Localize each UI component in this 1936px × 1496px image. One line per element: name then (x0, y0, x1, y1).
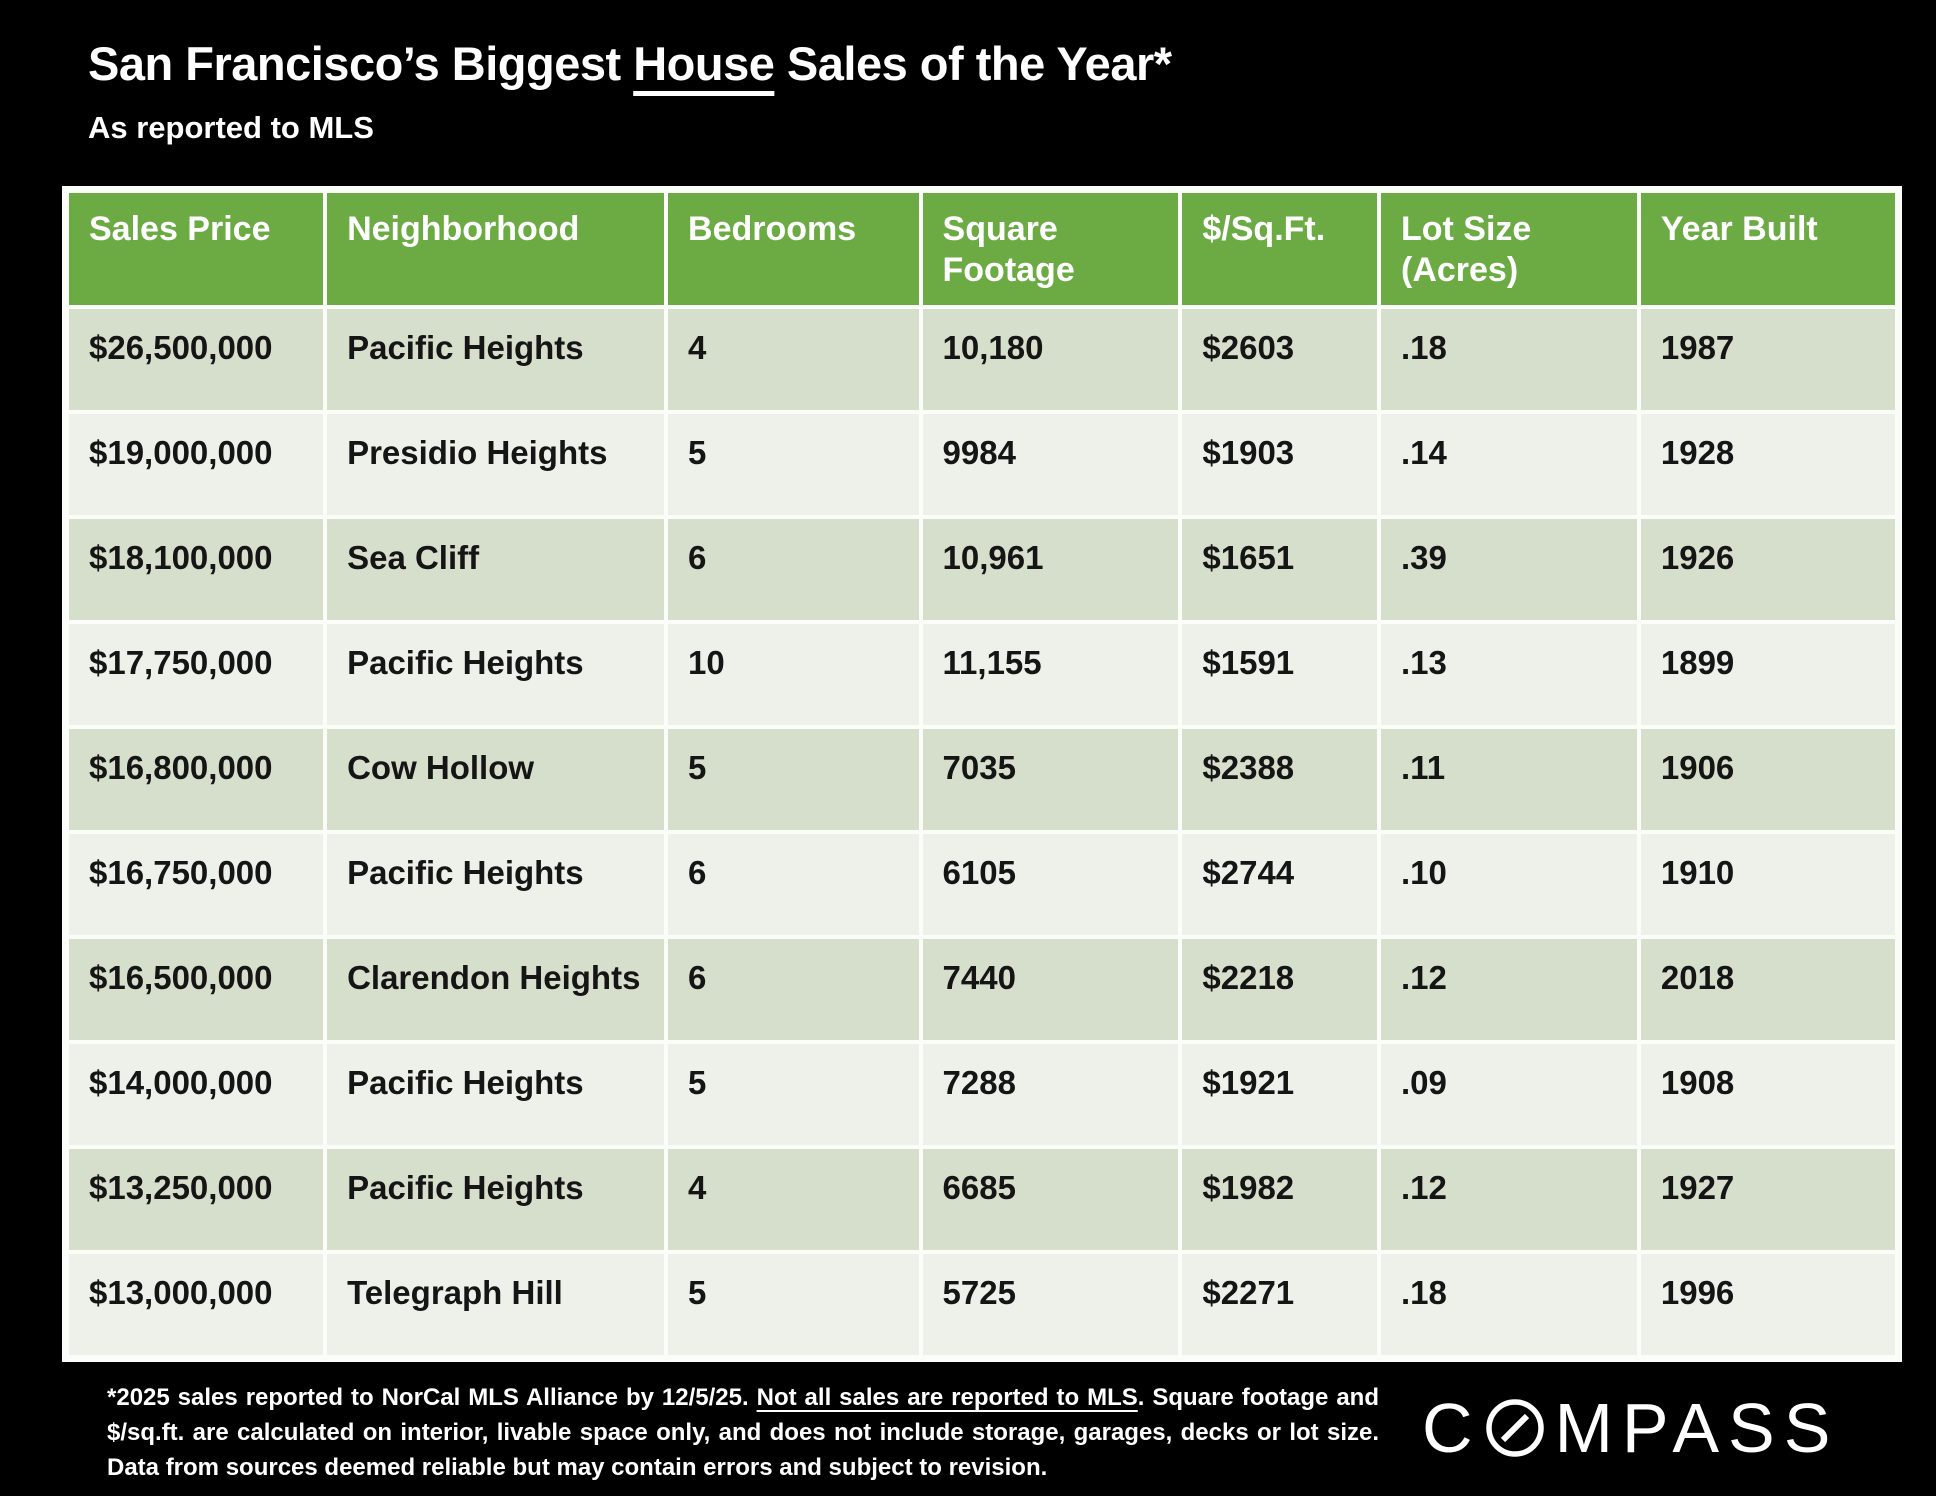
table-cell: $19,000,000 (69, 414, 323, 515)
table-cell: 1996 (1641, 1254, 1895, 1355)
table-cell: Cow Hollow (327, 729, 664, 830)
title-part1: San Francisco’s Biggest (88, 37, 634, 90)
table-cell: .13 (1381, 624, 1637, 725)
table-cell: Pacific Heights (327, 624, 664, 725)
table-cell: $26,500,000 (69, 309, 323, 410)
table-cell: 1906 (1641, 729, 1895, 830)
compass-logo (1422, 1389, 1840, 1467)
table-cell: $1591 (1182, 624, 1377, 725)
table-row (69, 309, 1895, 410)
table-cell: 10,180 (923, 309, 1179, 410)
table-header-row (69, 193, 1895, 305)
table-cell: .39 (1381, 519, 1637, 620)
table-cell: 7440 (923, 939, 1179, 1040)
table-cell: 1910 (1641, 834, 1895, 935)
compass-logo-c: C (1422, 1389, 1482, 1467)
table-row (69, 414, 1895, 515)
table-row (69, 1044, 1895, 1145)
table-cell: .18 (1381, 309, 1637, 410)
table-cell: $2603 (1182, 309, 1377, 410)
footnote-part1: *2025 sales reported to NorCal MLS Alliance by 12/5/25. (107, 1384, 757, 1411)
table-cell: $16,800,000 (69, 729, 323, 830)
column-header: Neighborhood (327, 193, 664, 305)
table-cell: Pacific Heights (327, 309, 664, 410)
column-header: Sales Price (69, 193, 323, 305)
table-cell: 1899 (1641, 624, 1895, 725)
table-row (69, 729, 1895, 830)
table-cell: $1921 (1182, 1044, 1377, 1145)
table-cell: $1982 (1182, 1149, 1377, 1250)
table-cell: Pacific Heights (327, 1044, 664, 1145)
table-row (69, 1149, 1895, 1250)
table-cell: 7035 (923, 729, 1179, 830)
table-cell: Sea Cliff (327, 519, 664, 620)
table-cell: 5725 (923, 1254, 1179, 1355)
table-row (69, 1254, 1895, 1355)
table-cell: $2218 (1182, 939, 1377, 1040)
table-cell: .12 (1381, 1149, 1637, 1250)
table-cell: Pacific Heights (327, 1149, 664, 1250)
table-cell: .10 (1381, 834, 1637, 935)
table-cell: 6685 (923, 1149, 1179, 1250)
table-cell: 10 (668, 624, 918, 725)
table-cell: 9984 (923, 414, 1179, 515)
table-row (69, 624, 1895, 725)
table-cell: .11 (1381, 729, 1637, 830)
table-cell: $2271 (1182, 1254, 1377, 1355)
footnote (107, 1380, 1379, 1485)
table-cell: $14,000,000 (69, 1044, 323, 1145)
table-cell: 5 (668, 729, 918, 830)
table-cell: 5 (668, 414, 918, 515)
table-cell: 7288 (923, 1044, 1179, 1145)
table-cell: $1651 (1182, 519, 1377, 620)
table-cell: 10,961 (923, 519, 1179, 620)
column-header: $/Sq.Ft. (1182, 193, 1377, 305)
compass-o-needle-icon (1484, 1397, 1546, 1459)
table-cell: $18,100,000 (69, 519, 323, 620)
column-header: Year Built (1641, 193, 1895, 305)
table-body (69, 309, 1895, 1355)
title-underlined-word: House (633, 37, 775, 90)
table-cell: 4 (668, 309, 918, 410)
table-cell: 6105 (923, 834, 1179, 935)
table-cell: 6 (668, 939, 918, 1040)
table-cell: 2018 (1641, 939, 1895, 1040)
title-part2: Sales of the Year* (774, 37, 1172, 90)
table-cell: 1927 (1641, 1149, 1895, 1250)
column-header: Lot Size (Acres) (1381, 193, 1637, 305)
table-cell: Pacific Heights (327, 834, 664, 935)
page-subtitle: As reported to MLS (88, 110, 374, 145)
sales-table (62, 186, 1902, 1362)
table-cell: 4 (668, 1149, 918, 1250)
table-cell: $16,500,000 (69, 939, 323, 1040)
table-cell: 6 (668, 519, 918, 620)
table-cell: .18 (1381, 1254, 1637, 1355)
table-cell: $1903 (1182, 414, 1377, 515)
table-cell: $17,750,000 (69, 624, 323, 725)
table-cell: $13,000,000 (69, 1254, 323, 1355)
table-row (69, 519, 1895, 620)
table-cell: $2744 (1182, 834, 1377, 935)
table-cell: .14 (1381, 414, 1637, 515)
column-header: Square Footage (923, 193, 1179, 305)
table-cell: $13,250,000 (69, 1149, 323, 1250)
footnote-part2: . Square footage and $/sq.ft. are calculated on interior, livable space only, and does not include storage, garages, decks or lot size. Data from sources deemed reliable but may contain errors and subject to revision. (107, 1384, 1379, 1481)
footnote-underlined: Not all sales are reported to MLS (756, 1384, 1138, 1411)
table-cell: 6 (668, 834, 918, 935)
table-cell: 5 (668, 1254, 918, 1355)
table-row (69, 939, 1895, 1040)
table-cell: 1928 (1641, 414, 1895, 515)
table-cell: Clarendon Heights (327, 939, 664, 1040)
table-cell: .09 (1381, 1044, 1637, 1145)
table-cell: 1987 (1641, 309, 1895, 410)
column-header: Bedrooms (668, 193, 918, 305)
table-cell: .12 (1381, 939, 1637, 1040)
table-cell: Presidio Heights (327, 414, 664, 515)
page-title (88, 36, 1172, 91)
table-cell: 1926 (1641, 519, 1895, 620)
table-cell: $16,750,000 (69, 834, 323, 935)
table-row (69, 834, 1895, 935)
table-cell: Telegraph Hill (327, 1254, 664, 1355)
compass-logo-rest: MPASS (1554, 1389, 1840, 1467)
table-cell: 5 (668, 1044, 918, 1145)
table-cell: $2388 (1182, 729, 1377, 830)
table-cell: 11,155 (923, 624, 1179, 725)
table-cell: 1908 (1641, 1044, 1895, 1145)
